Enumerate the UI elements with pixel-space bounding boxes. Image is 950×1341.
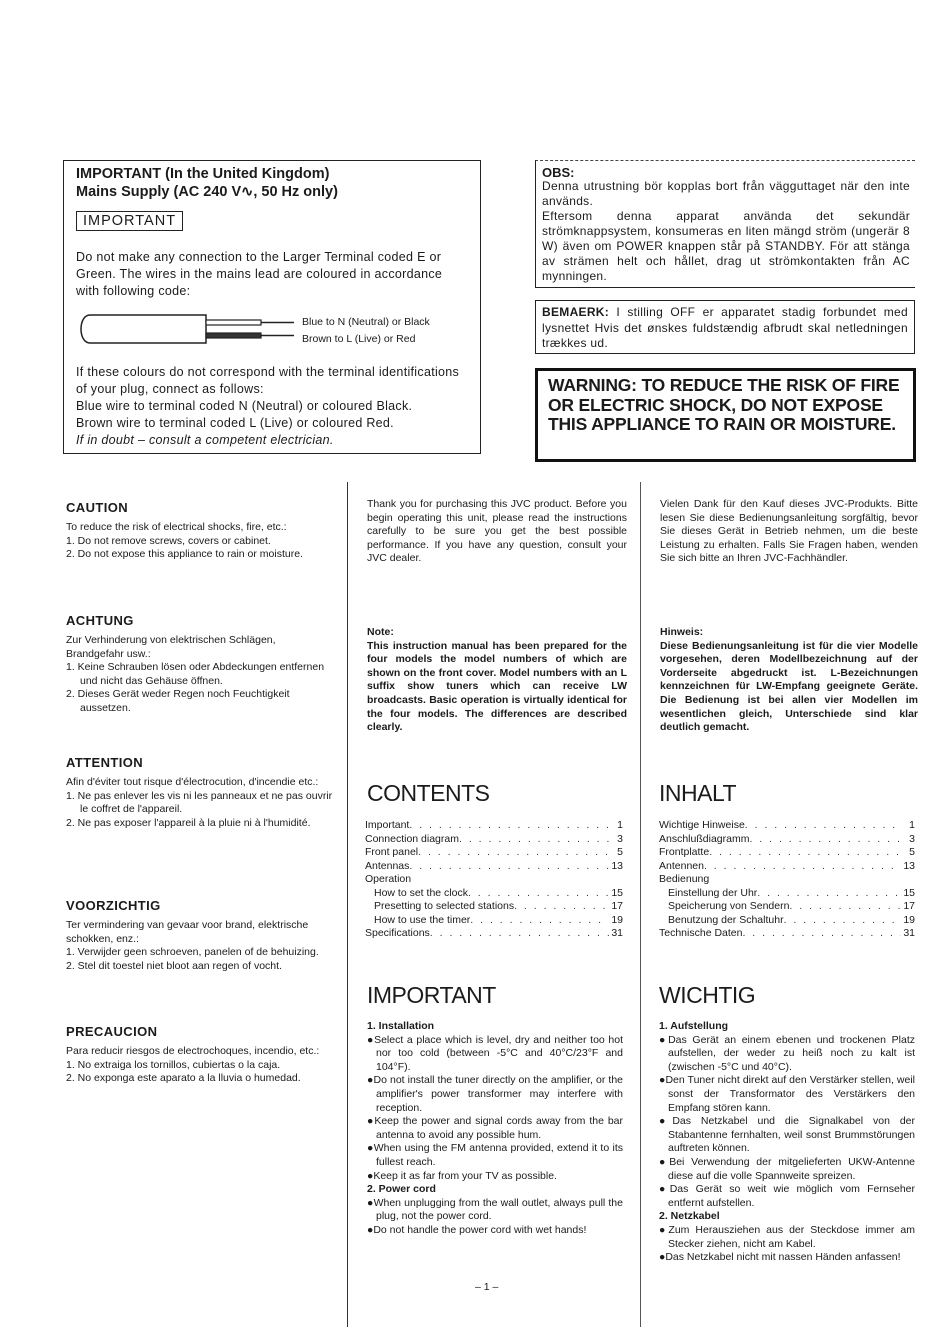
toc-entry-page: 13 (611, 859, 623, 872)
attention-list (66, 790, 334, 831)
toc-leader-dots (704, 860, 901, 874)
voorzichtig-list (66, 946, 334, 973)
note-english-title: Note: (367, 626, 394, 638)
thanks-english: Thank you for purchasing this JVC product. Before you begin operating this unit, please read the instructions carefully to be sure you get the best possible performance. If you have any question, consult your JVC dealer. (367, 498, 627, 565)
toc-entry-page: 19 (903, 913, 915, 926)
toc-entry-title: How to use the timer (374, 913, 471, 926)
wire-blue-label: Blue to N (Neutral) or Black (302, 316, 430, 328)
attention-title: ATTENTION (66, 755, 144, 770)
precaucion-item: 2. No exponga este aparato a la lluvia o humedad. (66, 1072, 301, 1085)
list-item: ●Do not install the tuner directly on the amplifier, or the amplifier's power transformer may interfere with reception. (367, 1074, 623, 1114)
toc-entry-title: Frontplatte (659, 846, 710, 858)
achtung-list (66, 661, 334, 715)
toc-leader-dots (409, 819, 609, 833)
toc-entry-page: 5 (617, 846, 623, 858)
uk-important-box (63, 160, 481, 454)
list-item: ●Das Gerät an einem ebenen und trockenen Platz aufstellen, der weder zu heiß noch zu kalt ist (zwischen -5°C und 40°C). (659, 1033, 915, 1073)
toc-row (365, 927, 623, 941)
achtung-item: 1. Keine Schrauben lösen oder Abdeckungen entfernen und nicht das Gehäuse öffnen. (66, 661, 325, 687)
wichtig-netzkabel-title: 2. Netzkabel (659, 1210, 720, 1223)
uk-title-1: IMPORTANT (In the United Kingdom) (76, 166, 330, 182)
toc-entry-title: Specifications (365, 927, 430, 939)
precaucion-section (66, 1024, 334, 1086)
wichtig-title: WICHTIG (659, 982, 756, 1008)
toc-leader-dots (742, 927, 901, 941)
toc-entry-title: Anschlußdiagramm (659, 832, 750, 845)
caution-item: 1. Do not remove screws, covers or cabinet. (66, 534, 271, 547)
toc-entry-page: 3 (909, 832, 915, 845)
toc-row (659, 873, 915, 887)
toc-entry-page: 31 (611, 927, 623, 939)
voorzichtig-intro: Ter vermindering van gevaar voor brand, elektrische schokken, enz.: (66, 919, 309, 945)
note-german (660, 626, 918, 735)
toc-row (659, 833, 915, 847)
uk-title-2: Mains Supply (AC 240 V∿, 50 Hz only) (76, 184, 338, 200)
list-item: ●Das Netzkabel nicht mit nassen Händen anfassen! (659, 1251, 901, 1264)
note-english (367, 626, 627, 735)
contents-title: CONTENTS (367, 780, 490, 806)
obs-text-1: Denna utrustning bör kopplas bort från vägguttaget när den inte används. (542, 179, 910, 208)
wichtig-section (659, 1020, 915, 1265)
caution-title: CAUTION (66, 500, 129, 515)
precaucion-intro: Para reducir riesgos de electrochoques, incendio, etc.: (66, 1045, 320, 1057)
toc-row (365, 819, 623, 833)
bemaerk-box (535, 300, 915, 354)
toc-row (365, 887, 623, 901)
toc-entry-page: 1 (617, 819, 623, 831)
caution-section (66, 500, 334, 562)
toc-entry-page: 15 (611, 886, 623, 899)
achtung-title: ACHTUNG (66, 613, 134, 628)
uk-important-label: IMPORTANT (76, 211, 183, 231)
thanks-german: Vielen Dank für den Kauf dieses JVC-Produkts. Bitte lesen Sie diese Bedienungsanleitung sorgfältig, bevor Sie dieses Gerät in Betrieb nehmen, um die beste Leistung zu erhalten. Falls Sie Fragen haben, wenden Sie sich bitte an Ihren JVC-Fachhändler. (660, 498, 918, 565)
list-item: ●Das Netzkabel und die Signalkabel von der Stabantenne fernhalten, weil sonst Brummstörungen auftreten können. (659, 1115, 915, 1155)
column-divider-right (640, 482, 641, 1327)
toc-row (659, 900, 915, 914)
toc-leader-dots (430, 927, 609, 941)
toc-row (659, 819, 915, 833)
toc-entry-title: Technische Daten (659, 927, 743, 939)
toc-entry-title: Benutzung der Schaltuhr (668, 913, 784, 926)
column-divider-left (347, 482, 348, 1327)
precaucion-list (66, 1059, 334, 1086)
important-title: IMPORTANT (367, 982, 496, 1008)
caution-item: 2. Do not expose this appliance to rain or moisture. (66, 548, 303, 561)
toc-entry-title: Front panel (365, 846, 419, 858)
list-item: ●Zum Herausziehen aus der Steckdose immer am Stecker ziehen, nicht am Kabel. (659, 1223, 915, 1250)
toc-entry-page: 3 (617, 832, 623, 845)
important-section (367, 1020, 623, 1238)
toc-entry-title: Connection diagram (365, 832, 459, 845)
achtung-intro: Zur Verhinderung von elektrischen Schlägen, Brandgefahr usw.: (66, 634, 276, 660)
uk-para-2 (76, 364, 471, 449)
achtung-item: 2. Dieses Gerät weder Regen noch Feuchtigkeit aussetzen. (66, 688, 290, 714)
warning-box (535, 368, 916, 462)
obs-title: OBS: (542, 165, 575, 180)
toc-row (365, 860, 623, 874)
important-installation-title: 1. Installation (367, 1020, 435, 1032)
toc-row (365, 900, 623, 914)
inhalt-title: INHALT (659, 780, 737, 806)
toc-entry-title: Wichtige Hinweise (659, 819, 745, 831)
toc-leader-dots (514, 900, 609, 914)
toc-leader-dots (459, 833, 609, 847)
inhalt-list (659, 819, 915, 941)
toc-entry-title: Speicherung von Sendern (668, 900, 790, 912)
toc-row (365, 873, 623, 887)
uk-para-2-line2: Blue wire to terminal coded N (Neutral) or coloured Black. (76, 399, 413, 413)
mains-lead-diagram (76, 309, 296, 349)
voorzichtig-item: 1. Verwijder geen schroeven, panelen of de behuizing. (66, 946, 319, 959)
list-item: ●Keep the power and signal cords away from the bar antenna to avoid any possible hum. (367, 1115, 623, 1141)
warning-text: WARNING: TO REDUCE THE RISK OF FIRE OR ELECTRIC SHOCK, DO NOT EXPOSE THIS APPLIANCE TO RAIN OR MOISTURE. (548, 375, 900, 434)
toc-entry-title: Presetting to selected stations (374, 900, 515, 912)
toc-entry-page: 13 (903, 859, 915, 872)
wichtig-aufstellung-title: 1. Aufstellung (659, 1020, 729, 1032)
toc-entry-title: Einstellung der Uhr (668, 886, 758, 899)
toc-leader-dots (409, 860, 609, 874)
toc-leader-dots (418, 846, 609, 860)
toc-row (659, 914, 915, 928)
list-item: ●When using the FM antenna provided, extend it to its fullest reach. (367, 1142, 623, 1168)
toc-entry-page: 1 (909, 819, 915, 831)
precaucion-item: 1. No extraiga los tornillos, cubiertas o la caja. (66, 1058, 281, 1071)
uk-para-1: Do not make any connection to the Larger Terminal coded E or Green. The wires in the mains lead are coloured in accordance with following code: (76, 250, 443, 298)
toc-entry-title: How to set the clock (374, 886, 468, 899)
achtung-section (66, 613, 334, 716)
toc-entry-page: 17 (611, 900, 623, 912)
bemaerk-text (542, 305, 908, 352)
toc-entry-title: Important (365, 819, 410, 831)
important-installation-list (367, 1034, 623, 1184)
toc-leader-dots (757, 887, 901, 901)
important-power-cord-list (367, 1197, 623, 1238)
obs-box (535, 160, 915, 288)
caution-list (66, 535, 334, 562)
attention-section (66, 755, 334, 830)
note-german-text: Diese Bedienungsanleitung ist für die vier Modelle vorgesehen, deren Modellbezeichnung auf der Vorderseite abgedruckt ist. L-Bezeichnungen kennzeichnen für LW-Empfang geeignete Geräte. Die Bedienung ist bei allen vier Modellen im wesentlichen gleich, Unterschiede sind klar deutlich gemacht. (660, 639, 918, 734)
attention-intro: Afin d'éviter tout risque d'électrocution, d'incendie etc.: (66, 776, 319, 788)
list-item: ●Bei Verwendung der mitgelieferten UKW-Antenne diese auf die volle Spannweite spreizen. (659, 1155, 915, 1182)
page-number: – 1 – (475, 1281, 499, 1293)
toc-row (365, 833, 623, 847)
list-item: ●Den Tuner nicht direkt auf den Verstärker stellen, weil sonst der Transformator des Verstärkers den Empfang stören kann. (659, 1074, 915, 1114)
uk-para-2-line4: If in doubt – consult a competent electrician. (76, 433, 334, 447)
toc-row (659, 927, 915, 941)
wire-brown-label: Brown to L (Live) or Red (302, 333, 416, 345)
bemaerk-body: I stilling OFF er apparatet stadig forbundet med lysnettet Hvis det ønskes fuldstændig afbrudt skal netledningen trækkes ud. (542, 305, 908, 350)
contents-list (365, 819, 623, 941)
wichtig-netzkabel-list (659, 1224, 915, 1265)
caution-intro: To reduce the risk of electrical shocks, fire, etc.: (66, 521, 287, 533)
toc-entry-page: 19 (611, 913, 623, 926)
list-item: ●Das Gerät so weit wie möglich vom Fernseher entfernt aufstellen. (659, 1183, 915, 1209)
important-power-cord-title: 2. Power cord (367, 1183, 436, 1196)
toc-entry-page: 17 (903, 900, 915, 912)
toc-row (365, 846, 623, 860)
toc-entry-title: Antennas (365, 859, 410, 872)
toc-row (659, 860, 915, 874)
precaucion-title: PRECAUCION (66, 1024, 158, 1039)
wichtig-aufstellung-list (659, 1034, 915, 1211)
list-item: ●Keep it as far from your TV as possible. (367, 1169, 557, 1182)
attention-item: 1. Ne pas enlever les vis ni les panneaux et ne pas ouvrir le coffret de l'appareil. (66, 789, 333, 816)
toc-entry-title: Bedienung (659, 873, 710, 885)
toc-leader-dots (784, 914, 901, 928)
uk-para-2-line3: Brown wire to terminal coded L (Live) or coloured Red. (76, 416, 394, 430)
bemaerk-title: BEMAERK: (542, 305, 610, 319)
toc-row (659, 887, 915, 901)
uk-para-2-line1: If these colours do not correspond with the terminal identifications of your plug, connect as follows: (76, 365, 460, 396)
toc-leader-dots (709, 846, 901, 860)
toc-row (659, 846, 915, 860)
voorzichtig-item: 2. Stel dit toestel niet bloot aan regen of vocht. (66, 959, 282, 972)
list-item: ●Do not handle the power cord with wet hands! (367, 1223, 587, 1236)
voorzichtig-title: VOORZICHTIG (66, 898, 161, 913)
toc-entry-title: Operation (365, 873, 412, 885)
toc-leader-dots (749, 833, 901, 847)
toc-entry-page: 31 (903, 927, 915, 939)
list-item: ●Select a place which is level, dry and neither too hot nor too cold (between -5°C and 40°C/23°F and 104°F). (367, 1033, 623, 1073)
toc-entry-title: Antennen (659, 859, 704, 872)
toc-entry-page: 5 (909, 846, 915, 858)
obs-text-2: Eftersom denna apparat använda det sekundär strömknappsystem, konsumeras en liten mängd ström (ungerär 8 W) även om POWER knappen står på STANDBY. För att stänga av strämen helt och hållet, drag ut strömkontakten från AC mynningen. (542, 209, 910, 283)
note-english-text: This instruction manual has been prepared for the four models the model numbers of which are shown on the front cover. Model numbers with an L suffix show tuners which can receive LW broadcasts. Basic operation is virtually identical for the four models. The differences are described clearly. (367, 639, 627, 734)
voorzichtig-section (66, 898, 334, 973)
toc-row (365, 914, 623, 928)
attention-item: 2. Ne pas exposer l'appareil à la pluie ni à l'humidité. (66, 816, 311, 829)
toc-leader-dots (468, 887, 609, 901)
note-german-title: Hinweis: (660, 626, 704, 638)
toc-leader-dots (745, 819, 901, 833)
list-item: ●When unplugging from the wall outlet, always pull the plug, not the power cord. (367, 1196, 623, 1223)
toc-leader-dots (470, 914, 609, 928)
toc-entry-page: 15 (903, 886, 915, 899)
toc-leader-dots (789, 900, 901, 914)
